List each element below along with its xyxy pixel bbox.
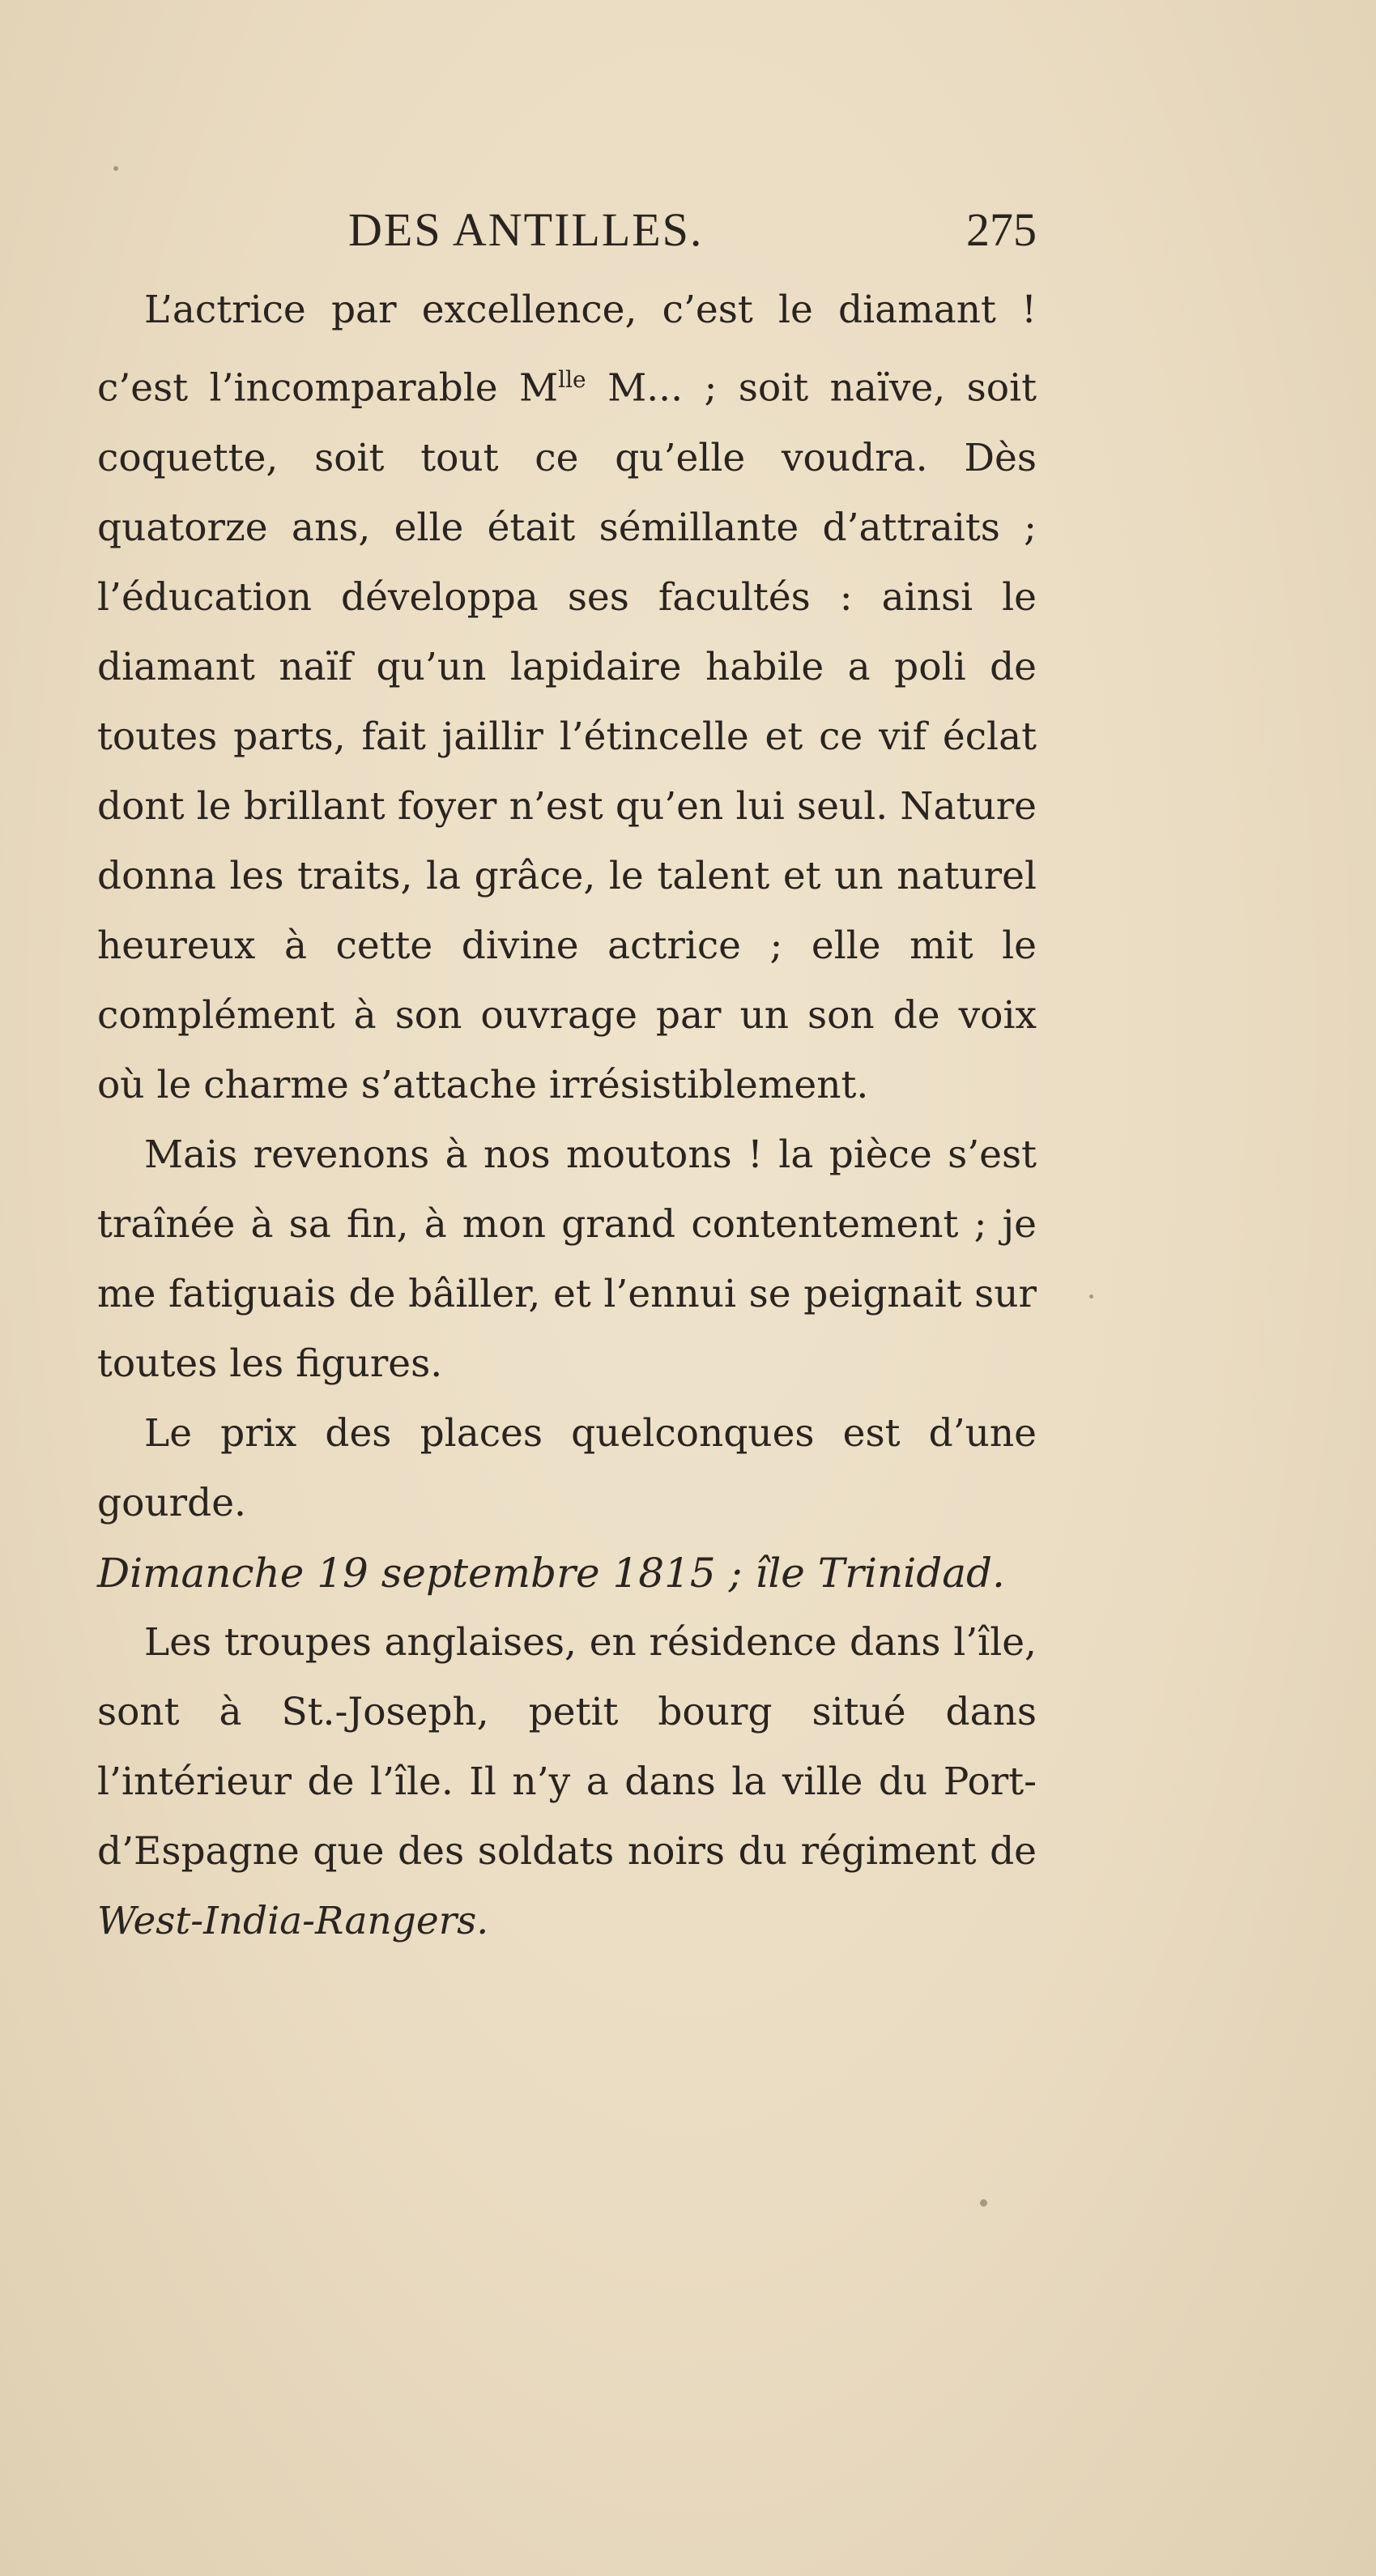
body-text: [97, 275, 1037, 1956]
italic-name: West-India-Rangers.: [97, 1898, 489, 1943]
page-number: 275: [966, 203, 1037, 256]
paragraph: Mais revenons à nos moutons ! la pièce s’est traînée à sa fin, à mon grand contentement ; je me fatiguais de bâiller, et l’ennui se peignait sur toutes les figures.: [97, 1132, 1037, 1386]
ink-speck: [1089, 1294, 1093, 1299]
paragraph: Le prix des places quelconques est d’une gourde.: [97, 1410, 1037, 1525]
paragraph-text: L’actrice par excellence, c’est le diamant ! c’est l’incomparable M: [97, 288, 1037, 411]
running-title: DES ANTILLES.: [348, 203, 704, 256]
ink-speck: [113, 166, 118, 171]
paragraph: [97, 1608, 1037, 1956]
paragraph: [97, 275, 1037, 1120]
paragraph-text: M... ; soit naïve, soit coquette, soit tout ce qu’elle voudra. Dès quatorze ans, elle était sémillante d’attraits ; l’éducation développa ses facultés : ainsi le diamant naïf qu’un lapidaire habile a poli de toutes parts, fait jaillir l’étincelle et ce vif éclat dont le brillant foyer n’est qu’en lui seul. Nature donna les traits, la grâce, le talent et un naturel heureux à cette divine actrice ; elle mit le complément à son ouvrage par un son de voix où le charme s’attache irrésistiblement.: [97, 365, 1037, 1107]
running-header: [348, 203, 1037, 267]
ink-speck: [980, 2199, 987, 2207]
superscript-abbrev: lle: [558, 366, 586, 393]
paragraph-text: Les troupes anglaises, en résidence dans l’île, sont à St.-Joseph, petit bourg situé dans l’intérieur de l’île. Il n’y a dans la ville du Port-d’Espagne que des soldats noirs du régiment de: [97, 1619, 1037, 1874]
dateline: Dimanche 19 septembre 1815 ; île Trinidad.: [97, 1549, 1005, 1597]
